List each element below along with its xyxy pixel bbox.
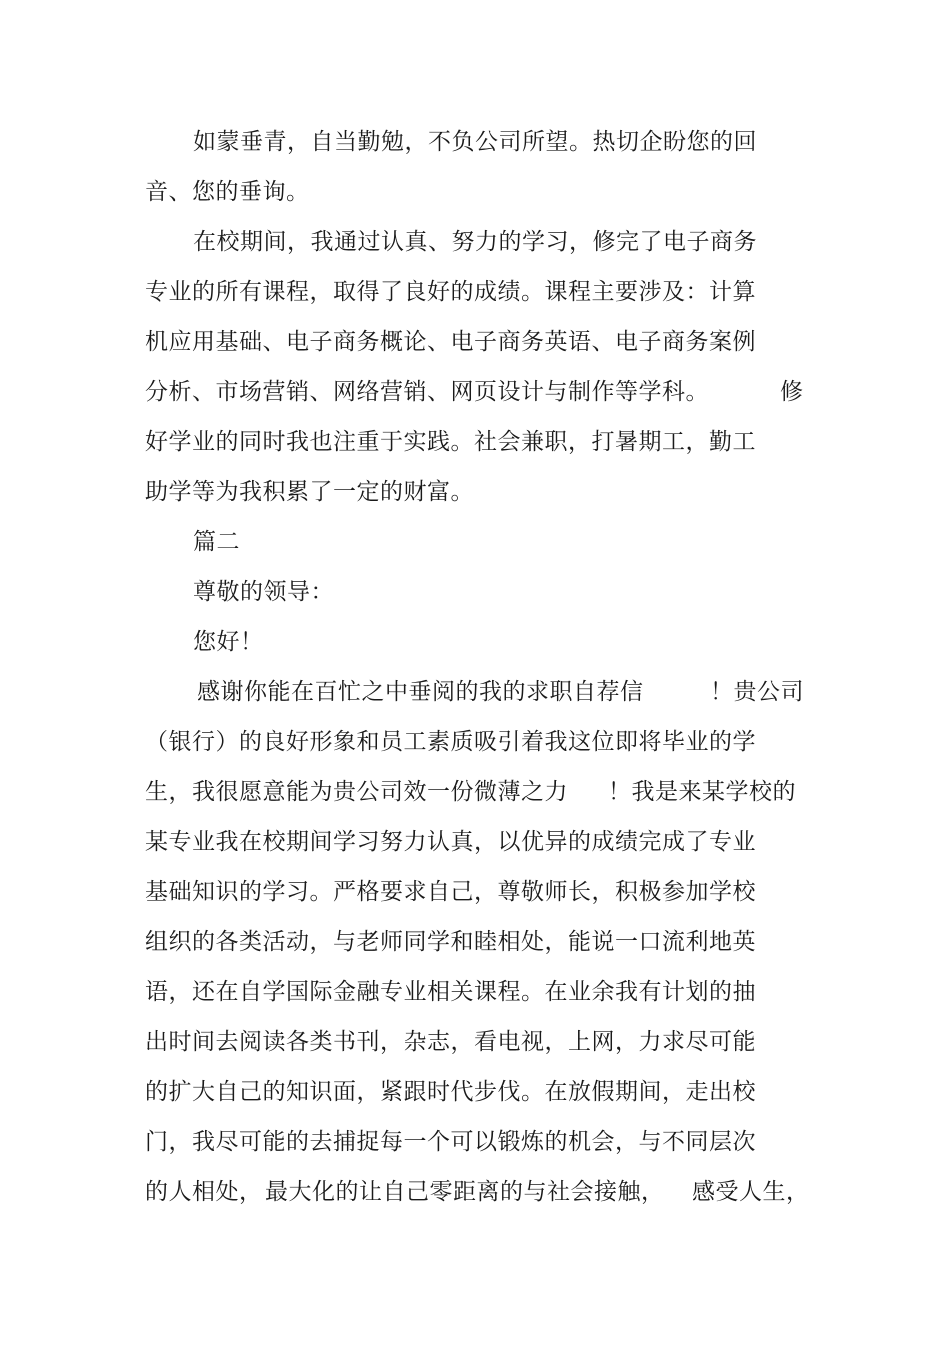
text-line-fragment: 最大化的让自己零距离的与社会接触，	[265, 1179, 665, 1205]
text-line: 语，还在自学国际金融专业相关课程。在业余我有计划的抽	[145, 979, 756, 1005]
text-line: 组织的各类活动，与老师同学和睦相处，能说一口流利地英	[145, 929, 756, 955]
text-line-fragment: ！贵公司	[710, 679, 804, 705]
text-line: 出时间去阅读各类书刊，杂志，看电视，上网，力求尽可能	[145, 1029, 756, 1055]
greeting: 您好！	[193, 629, 264, 655]
text-line: 音、您的垂询。	[145, 179, 310, 205]
text-line: 某专业我在校期间学习努力认真，以优异的成绩完成了专业	[145, 829, 756, 855]
text-line: 生，我很愿意能为贵公司效一份微薄之力	[145, 779, 568, 805]
section-heading: 篇二	[193, 529, 240, 555]
text-line: 助学等为我积累了一定的财富。	[145, 479, 474, 505]
text-line: 感谢你能在百忙之中垂阅的我的求职自荐信	[197, 679, 644, 705]
text-line: 好学业的同时我也注重于实践。社会兼职，打暑期工，勤工	[145, 429, 756, 455]
text-line: 门，我尽可能的去捕捉每一个可以锻炼的机会，与不同层次	[145, 1129, 756, 1155]
text-line: 的扩大自己的知识面，紧跟时代步伐。在放假期间，走出校	[145, 1079, 756, 1105]
text-line: 机应用基础、电子商务概论、电子商务英语、电子商务案例	[145, 329, 756, 355]
text-line-fragment: ！我是来某学校的	[608, 779, 796, 805]
text-line: 的人相处，	[145, 1179, 263, 1205]
text-line: 如蒙垂青，自当勤勉，不负公司所望。热切企盼您的回	[193, 129, 757, 155]
text-line: 分析、市场营销、网络营销、网页设计与制作等学科。	[145, 379, 709, 405]
text-line-fragment: 感受人生，	[692, 1179, 810, 1205]
text-line: （银行）的良好形象和员工素质吸引着我这位即将毕业的学	[145, 729, 756, 755]
salutation: 尊敬的领导：	[193, 579, 334, 605]
text-line: 在校期间，我通过认真、努力的学习，修完了电子商务	[193, 229, 757, 255]
text-line: 基础知识的学习。严格要求自己，尊敬师长，积极参加学校	[145, 879, 756, 905]
text-line-fragment: 修	[780, 379, 804, 405]
text-line: 专业的所有课程，取得了良好的成绩。课程主要涉及：计算	[145, 279, 756, 305]
